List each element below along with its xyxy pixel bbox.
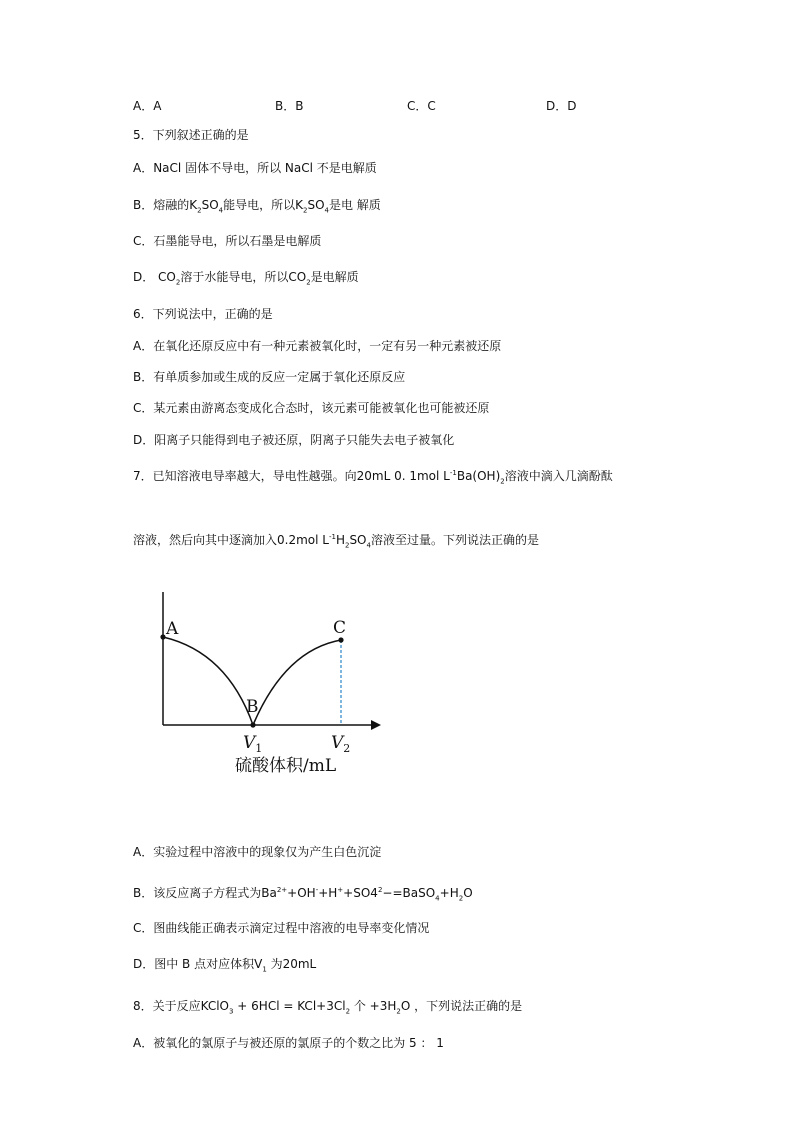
x-axis-label: 硫酸体积/mL (235, 756, 337, 776)
q4-option-c: C．C (407, 99, 436, 113)
q7-option-a: A．实验过程中溶液中的现象仅为产生白色沉淀 (133, 845, 382, 859)
q6-option-c: C．某元素由游离态变成化合态时，该元素可能被氧化也可能被还原 (133, 401, 490, 415)
q4-option-b: B．B (275, 99, 304, 113)
q5-option-d: D． $CO_2$溶于水能导电，所以$CO_2$是电解质 (133, 270, 359, 287)
point-b-dot (250, 722, 255, 727)
point-c-dot (338, 637, 343, 642)
q6-option-b: B．有单质参加或生成的反应一定属于氧化还原反应 (133, 370, 406, 384)
curve-a-to-b (163, 637, 253, 725)
q6-option-d: D．阳离子只能得到电子被还原，阴离子只能失去电子被氧化 (133, 433, 455, 447)
q8-stem: 8．关于反应KClO$_3$ + $6HCl = KCl+3Cl_2$ 个 $+3H_2O$ ，下列说法正确的是 (133, 999, 523, 1016)
q7-option-d: D．图中 B 点对应体积$V_1$ 为20mL (133, 957, 317, 974)
q7-option-c: C．图曲线能正确表示滴定过程中溶液的电导率变化情况 (133, 921, 430, 935)
label-point-b: B (246, 697, 259, 717)
q5-option-a: A．NaCl 固体不导电，所以 NaCl 不是电解质 (133, 161, 377, 175)
q5-option-c: C．石墨能导电，所以石墨是电解质 (133, 234, 322, 248)
x-axis-arrow (371, 720, 381, 730)
q5-stem: 5．下列叙述正确的是 (133, 128, 249, 142)
q8-option-a: A．被氧化的氯原子与被还原的氯原子的个数之比为 5 ： 1 (133, 1036, 444, 1050)
curve-b-to-c (253, 640, 341, 725)
q6-stem: 6．下列说法中，正确的是 (133, 307, 273, 321)
q5-option-b: B．熔融的$K_2SO_4$能导电，所以$K_2SO_4$是电 解质 (133, 198, 381, 215)
q4-option-d: D．D (546, 99, 577, 113)
label-point-a: A (166, 619, 179, 639)
q7-stem-line1: 7．已知溶液电导率越大，导电性越强。向20mL 0. 1mol $L^{-1}Ba(OH)_2$溶液中滴入几滴酚酞 (133, 469, 613, 486)
q4-option-a: A．A (133, 99, 162, 113)
q7-stem-line2: 溶液，然后向其中逐滴加入0.2mol $L^{-1}H_2SO_4$溶液至过量。下列说法正确的是 (133, 533, 539, 550)
label-point-c: C (333, 618, 347, 638)
q6-option-a: A．在氧化还原反应中有一种元素被氧化时，一定有另一种元素被还原 (133, 339, 502, 353)
label-v1: $V_1$ (243, 733, 263, 755)
label-v2: $V_2$ (331, 733, 351, 755)
q7-option-b: B．该反应离子方程式为$Ba^{2+}+OH^-+H^++SO4^2-=BaSO_4+H_2O$ (133, 886, 473, 903)
conductivity-graph (155, 590, 395, 780)
point-a-dot (160, 634, 165, 639)
